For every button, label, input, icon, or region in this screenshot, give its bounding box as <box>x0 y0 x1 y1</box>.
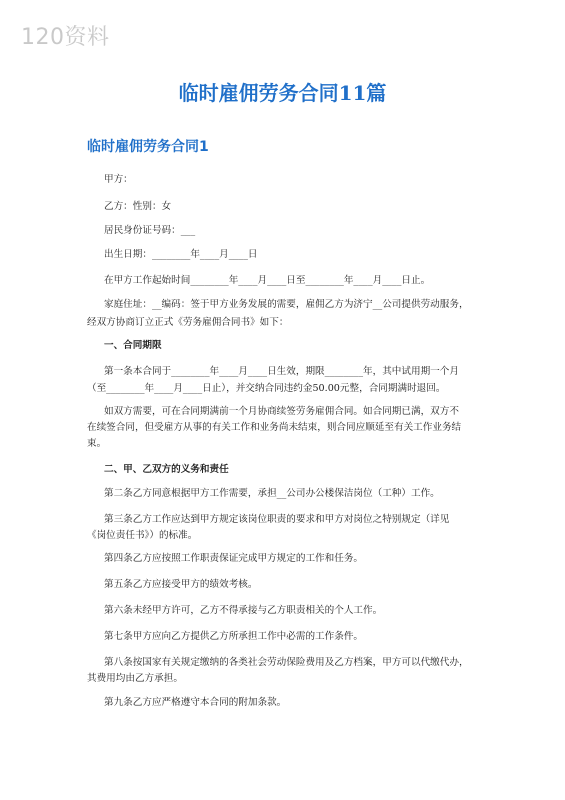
article-8-line-continued: 其费用均由乙方承担。 <box>87 673 183 684</box>
article-7-line: 第七条甲方应向乙方提供乙方所承担工作中必需的工作条件。 <box>104 631 364 642</box>
address-line: 家庭住址：__编码：签于甲方业务发展的需要，雇佣乙方为济宁__公司提供劳动服务， <box>104 299 469 310</box>
renewal-line-end: 束。 <box>87 438 107 449</box>
party-a-line: 甲方： <box>104 174 133 185</box>
watermark-logo: 120资料 <box>21 25 110 50</box>
party-b-line: 乙方：性别：女 <box>104 201 172 212</box>
article-2-line: 第二条乙方同意根据甲方工作需要，承担__公司办公楼保洁岗位（工种）工作。 <box>104 488 440 499</box>
article-3-line: 第三条乙方工作应达到甲方规定该岗位职责的要求和甲方对岗位之特别规定（详见 <box>104 514 450 525</box>
document-title: 临时雇佣劳务合同11篇 <box>178 81 387 105</box>
article-1-line: 第一条本合同于________年____月____日生效，期限________年，其中试用期一个月 <box>104 366 459 377</box>
article-1-line-continued: （至________年____月____日止），并交纳合同违约金50.00元整，合同期满时退回。 <box>87 383 446 394</box>
heading-obligations: 二、甲、乙双方的义务和责任 <box>104 464 229 475</box>
heading-contract-term: 一、合同期限 <box>104 340 162 351</box>
article-6-line: 第六条未经甲方许可，乙方不得承接与乙方职责相关的个人工作。 <box>104 605 383 616</box>
article-8-line: 第八条按国家有关规定缴纳的各类社会劳动保险费用及乙方档案，甲方可以代缴代办， <box>104 657 469 668</box>
work-period-line: 在甲方工作起始时间________年____月____日至________年____月____日止。 <box>104 275 431 286</box>
id-number-line: 居民身份证号码：___ <box>104 225 196 236</box>
article-5-line: 第五条乙方应接受甲方的绩效考核。 <box>104 579 258 590</box>
renewal-line: 如双方需要，可在合同期满前一个月协商续签劳务雇佣合同。如合同期已满，双方不 <box>104 406 459 417</box>
article-9-line: 第九条乙方应严格遵守本合同的附加条款。 <box>104 697 287 708</box>
renewal-line-continued: 在续签合同，但受雇方从事的有关工作和业务尚未结束，则合同应顺延至有关工作业务结 <box>87 422 462 433</box>
section-title: 临时雇佣劳务合同1 <box>87 139 209 155</box>
birth-date-line: 出生日期：________年____月____日 <box>104 249 258 260</box>
address-line-continued: 经双方协商订立正式《劳务雇佣合同书》如下： <box>87 317 289 328</box>
article-3-line-continued: 《岗位责任书》）的标准。 <box>87 530 198 541</box>
article-4-line: 第四条乙方应按照工作职责保证完成甲方规定的工作和任务。 <box>104 553 364 564</box>
